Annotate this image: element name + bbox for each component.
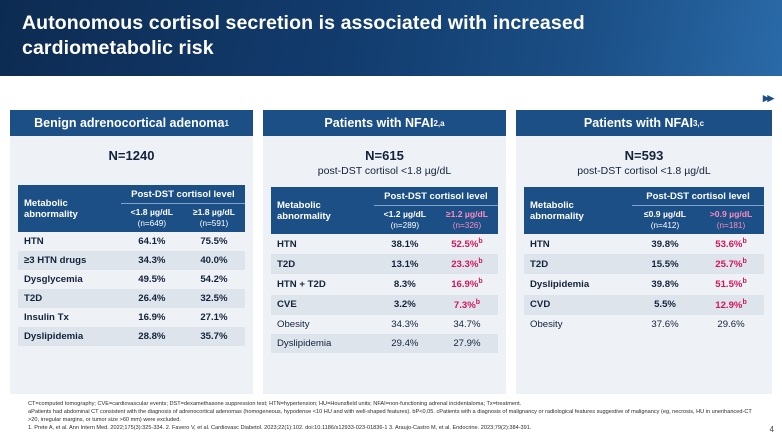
row-value: 54.2% <box>183 270 245 289</box>
panel-n-subtitle: post-DST cortisol <1.8 µg/dL <box>317 165 452 177</box>
row-label: Insulin Tx <box>18 308 121 327</box>
col-subheader-1-n: (n=289) <box>390 221 420 230</box>
row-value: 39.8% <box>632 234 698 254</box>
table-row <box>18 327 245 346</box>
row-value-highlighted: 16.9%$^b$ <box>436 274 498 294</box>
panel-header <box>263 110 506 136</box>
row-label: HTN <box>18 232 121 251</box>
table-header-row <box>18 185 245 204</box>
page-title: Autonomous cortisol secretion is associated with increased cardiometabolic risk <box>22 12 585 59</box>
row-value-highlighted: 53.6%$^b$ <box>698 234 764 254</box>
row-value: 38.1% <box>374 234 436 254</box>
col-subheader-2 <box>183 204 245 233</box>
col-subheader-1-label: ≤0.9 µg/dL <box>643 209 687 219</box>
row-value: 34.3% <box>374 315 436 334</box>
panel-title-superscript: 1 <box>224 118 229 128</box>
col-group-header: Post-DST cortisol level <box>121 185 245 204</box>
row-value-highlighted: 25.7%$^b$ <box>698 254 764 274</box>
table-header-row <box>524 187 764 206</box>
col-header-metabolic-abnormality: Metabolic abnormality <box>524 187 632 234</box>
col-subheader-2-label: ≥1.8 µg/dL <box>192 207 236 217</box>
panel-n-count: N=593 <box>624 148 664 163</box>
panel-benign-adrenocortical-adenoma <box>10 110 253 394</box>
panel-title-superscript: 2,a <box>433 118 445 128</box>
data-table <box>18 185 245 346</box>
panel-patients-with-nfai-2 <box>263 110 506 394</box>
row-label: T2D <box>271 254 374 274</box>
row-value: 75.5% <box>183 232 245 251</box>
row-value: 16.9% <box>121 308 183 327</box>
col-subheader-2-n: (n=591) <box>199 219 229 228</box>
row-value: 39.8% <box>632 274 698 294</box>
table-row <box>271 295 498 315</box>
col-subheader-2-label: ≥1.2 µg/dL <box>445 209 489 219</box>
panel-title: Benign adrenocortical adenoma <box>34 116 225 130</box>
col-subheader-1 <box>121 204 183 233</box>
row-value: 29.6% <box>698 315 764 334</box>
footnote-references: 1. Prete A, et al. Ann Intern Med. 2022;175(3):325-334. 2. Favero V, et al. Cardiovasc Diabetol. 2023;22(1):102. doi:10.1186/s12933-023-01836-1 3. Araujo-Castro M, et al. Endocrine. 2023;79(2):384-391. <box>28 425 532 431</box>
table-row <box>271 254 498 274</box>
row-value: 49.5% <box>121 270 183 289</box>
row-label: Dyslipidemia <box>524 274 632 294</box>
row-value-highlighted: 7.3%$^b$ <box>436 295 498 315</box>
panel-title: Patients with NFAI <box>324 116 434 130</box>
col-subheader-1-n: (n=649) <box>137 219 167 228</box>
row-value: 32.5% <box>183 289 245 308</box>
panel-n-subtitle: post-DST cortisol <1.8 µg/dL <box>577 165 711 177</box>
row-value: 8.3% <box>374 274 436 294</box>
row-value: 34.3% <box>121 251 183 270</box>
row-value: 35.7% <box>183 327 245 346</box>
col-subheader-2-n: (n=326) <box>452 221 482 230</box>
col-subheader-2 <box>436 206 498 235</box>
row-label: HTN <box>524 234 632 254</box>
row-value: 26.4% <box>121 289 183 308</box>
table-row <box>271 274 498 294</box>
row-label: Dyslipidemia <box>271 334 374 353</box>
table-row <box>524 234 764 254</box>
col-group-header: Post-DST cortisol level <box>374 187 498 206</box>
panel-patients-with-nfai-3 <box>516 110 772 394</box>
footnotes <box>28 400 758 432</box>
col-subheader-2 <box>698 206 764 235</box>
row-value-highlighted: 52.5%$^b$ <box>436 234 498 254</box>
col-subheader-1-n: (n=412) <box>650 221 680 230</box>
row-value: 37.6% <box>632 315 698 334</box>
data-table <box>271 187 498 353</box>
col-subheader-2-label: >0.9 µg/dL <box>709 209 753 219</box>
row-value: 29.4% <box>374 334 436 353</box>
row-value: 27.9% <box>436 334 498 353</box>
table-row <box>271 334 498 353</box>
panel-title-superscript: 3,c <box>692 118 705 128</box>
table-header-row <box>271 187 498 206</box>
row-value-highlighted: 23.3%$^b$ <box>436 254 498 274</box>
row-label: Dyslipidemia <box>18 327 121 346</box>
table-row <box>524 274 764 294</box>
row-value: 27.1% <box>183 308 245 327</box>
row-value: 3.2% <box>374 295 436 315</box>
row-label: HTN <box>271 234 374 254</box>
table-row <box>271 315 498 334</box>
table-row <box>18 251 245 270</box>
row-value: 13.1% <box>374 254 436 274</box>
panel-title: Patients with NFAI <box>583 116 693 130</box>
row-label: Obesity <box>524 315 632 334</box>
col-subheader-1 <box>374 206 436 235</box>
table-row <box>18 308 245 327</box>
panel-n-count: N=615 <box>365 148 404 163</box>
table-row <box>524 315 764 334</box>
row-value: 5.5% <box>632 295 698 315</box>
row-value: 15.5% <box>632 254 698 274</box>
col-subheader-1-label: <1.8 µg/dL <box>130 207 174 217</box>
table-row <box>18 270 245 289</box>
col-subheader-2-n: (n=181) <box>716 221 746 230</box>
row-value: 34.7% <box>436 315 498 334</box>
panel-header <box>10 110 253 136</box>
row-label: CVE <box>271 295 374 315</box>
row-label: T2D <box>18 289 121 308</box>
table-row <box>524 295 764 315</box>
table-row <box>271 234 498 254</box>
row-value-highlighted: 51.5%$^b$ <box>698 274 764 294</box>
col-header-metabolic-abnormality: Metabolic abnormality <box>271 187 374 234</box>
col-subheader-1 <box>632 206 698 235</box>
panel-header <box>516 110 772 136</box>
row-label: ≥3 HTN drugs <box>18 251 121 270</box>
col-header-metabolic-abnormality: Metabolic abnormality <box>18 185 121 232</box>
row-label: HTN + T2D <box>271 274 374 294</box>
col-subheader-1-label: <1.2 µg/dL <box>383 209 427 219</box>
row-value-highlighted: 12.9%$^b$ <box>698 295 764 315</box>
double-chevron-right-icon[interactable]: ▸▸ <box>762 90 772 105</box>
title-banner <box>0 0 782 76</box>
row-label: Obesity <box>271 315 374 334</box>
row-label: Dysglycemia <box>18 270 121 289</box>
panel-n-count: N=1240 <box>108 148 155 163</box>
row-value: 28.8% <box>121 327 183 346</box>
table-row <box>18 232 245 251</box>
row-label: T2D <box>524 254 632 274</box>
footnote-abbreviations: CT=computed tomography; CVE=cardiovascular events; DST=dexamethasone suppression test; HTN=hypertension; HU=Hounsfield units; NFAI=non-functioning adrenal incidentaloma; Tx=treatment. <box>28 401 522 407</box>
row-value: 64.1% <box>121 232 183 251</box>
row-label: CVD <box>524 295 632 315</box>
footnote-methods: aPatients had abdominal CT consistent with the diagnosis of adrenocortical adenomas (homogeneous, hypodense <10 HU and with well-shaped features). bP<0.05. cPatients with a diagnosis of malignancy or radiological features suggestive of malignancy (eg, necrosis, HU in unenhanced-CT >20, irregular margins, or tumor size >60 mm) were excluded. <box>28 409 752 423</box>
row-value: 40.0% <box>183 251 245 270</box>
data-table <box>524 187 764 334</box>
table-row <box>18 289 245 308</box>
page-number: 4 <box>769 425 774 434</box>
table-row <box>524 254 764 274</box>
col-group-header: Post-DST cortisol level <box>632 187 764 206</box>
